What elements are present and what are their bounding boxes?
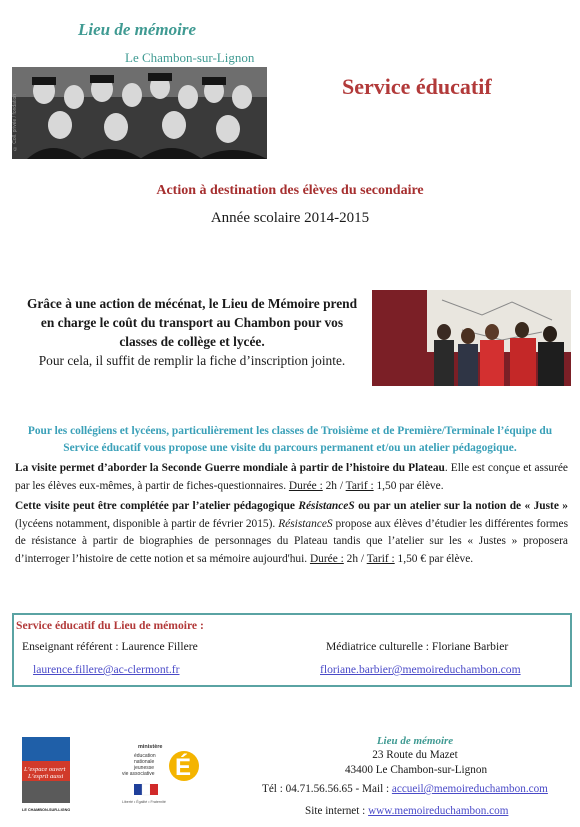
footer-mail-link[interactable]: accueil@memoireduchambon.com — [391, 783, 548, 795]
teacher-email-link[interactable]: laurence.fillere@ac-clermont.fr — [33, 663, 180, 676]
ministere-line-4: vie associative — [122, 771, 155, 777]
workshop-price-label: Tarif : — [366, 552, 395, 565]
workshop-title: RésistanceS — [298, 500, 355, 512]
ministere-line-3: jeunesse — [134, 765, 155, 771]
students-visit-photo — [372, 290, 571, 386]
workshop-paragraph — [15, 498, 568, 568]
footer-contact — [262, 783, 548, 795]
chambon-logo-name: LE CHAMBON-SUR-LIGNON — [22, 808, 70, 812]
workshop-lead-a: Cette visite peut être complétée par l’atelier pédagogique — [15, 500, 299, 512]
visit-lead: La visite permet d’aborder la Seconde Guerre mondiale à partir de l’histoire du Plateau — [15, 462, 445, 474]
ministere-line-2: nationale — [134, 759, 155, 765]
action-title: Action à destination des élèves du secondaire — [156, 183, 424, 198]
footer-org-name: Lieu de mémoire — [376, 735, 454, 747]
workshop-availability: (lycéens notamment, disponible à partir de février 2015). — [15, 517, 279, 530]
service-title: Service éducatif — [342, 74, 492, 99]
sponsorship-line-3: classes de collège et lycée. — [119, 334, 265, 349]
workshop-title-2: RésistanceS — [278, 517, 333, 530]
intro-text: Pour les collégiens et lycéens, particulièrement les classes de Troisième et de Première/Terminale l’équipe du Service éducatif vous propose une visite du parcours permanent et/ou un atelier pédagogique. — [27, 425, 553, 454]
workshop-price-value: 1,50 € par élève. — [394, 552, 474, 565]
sponsorship-line-1: Grâce à une action de mécénat, le Lieu de Mémoire prend — [26, 296, 358, 311]
visit-description: . Elle est conçue et assurée par les élèves eux-mêmes, à partir de fiches-questionnaires. — [15, 462, 568, 492]
ministere-label: ministère — [138, 744, 163, 750]
footer-web-label: Site internet : — [305, 805, 369, 817]
sponsorship-line-2: en charge le coût du transport au Chambon pour vos — [40, 315, 344, 330]
contact-box-title: Service éducatif du Lieu de mémoire : — [16, 619, 204, 632]
footer-address-line-1: 23 Route du Mazet — [372, 749, 458, 761]
visit-paragraph — [15, 460, 568, 495]
visit-duration-value: 2h / — [322, 479, 346, 492]
photo-credit: © Coll. privée / fondation — [12, 94, 18, 152]
footer-web-link[interactable]: www.memoireduchambon.com — [368, 805, 509, 817]
chambon-slogan-1: L’espace ouvert — [24, 766, 66, 773]
rf-caption: Liberté • Égalité • Fraternité — [122, 800, 166, 804]
teacher-referent: Enseignant référent : Laurence Fillere — [22, 640, 198, 653]
workshop-lead-b: ou par un atelier sur la notion de « Juste » — [354, 500, 568, 512]
org-city: Le Chambon-sur-Lignon — [125, 50, 255, 65]
chambon-logo — [22, 737, 70, 813]
historical-photo — [12, 67, 267, 159]
workshop-description: propose aux élèves d’étudier les différentes formes de résistance à partir de biographies de personnages du Plateau tandis que l’atelier sur les « Justes » proposera d’interroger l’histoire de cette notion et sa mémoire aujourd'hui. — [15, 517, 569, 565]
org-name: Lieu de mémoire — [78, 20, 197, 39]
visit-price-value: 1,50 par élève. — [373, 479, 444, 492]
ministere-line-1: éducation — [134, 753, 156, 759]
cultural-mediator: Médiatrice culturelle : Floriane Barbier — [326, 640, 509, 653]
visit-duration-label: Durée : — [288, 479, 323, 492]
workshop-duration-value: 2h / — [343, 552, 367, 565]
svg-text:É: É — [175, 754, 192, 781]
sponsorship-block — [12, 294, 372, 370]
visit-price-label: Tarif : — [345, 479, 374, 492]
ministere-education-logo — [120, 742, 210, 808]
mediator-email-link[interactable]: floriane.barbier@memoireduchambon.com — [320, 663, 521, 676]
workshop-duration-label: Durée : — [309, 552, 344, 565]
footer-website — [305, 805, 508, 817]
school-year: Année scolaire 2014-2015 — [210, 210, 370, 226]
footer-address-line-2: 43400 Le Chambon-sur-Lignon — [344, 764, 488, 776]
sponsorship-line-4: Pour cela, il suffit de remplir la fiche d’inscription jointe. — [38, 353, 346, 368]
footer-tel: Tél : 04.71.56.56.65 - Mail : — [262, 783, 392, 795]
chambon-slogan-2: L’esprit aussi — [28, 773, 64, 780]
